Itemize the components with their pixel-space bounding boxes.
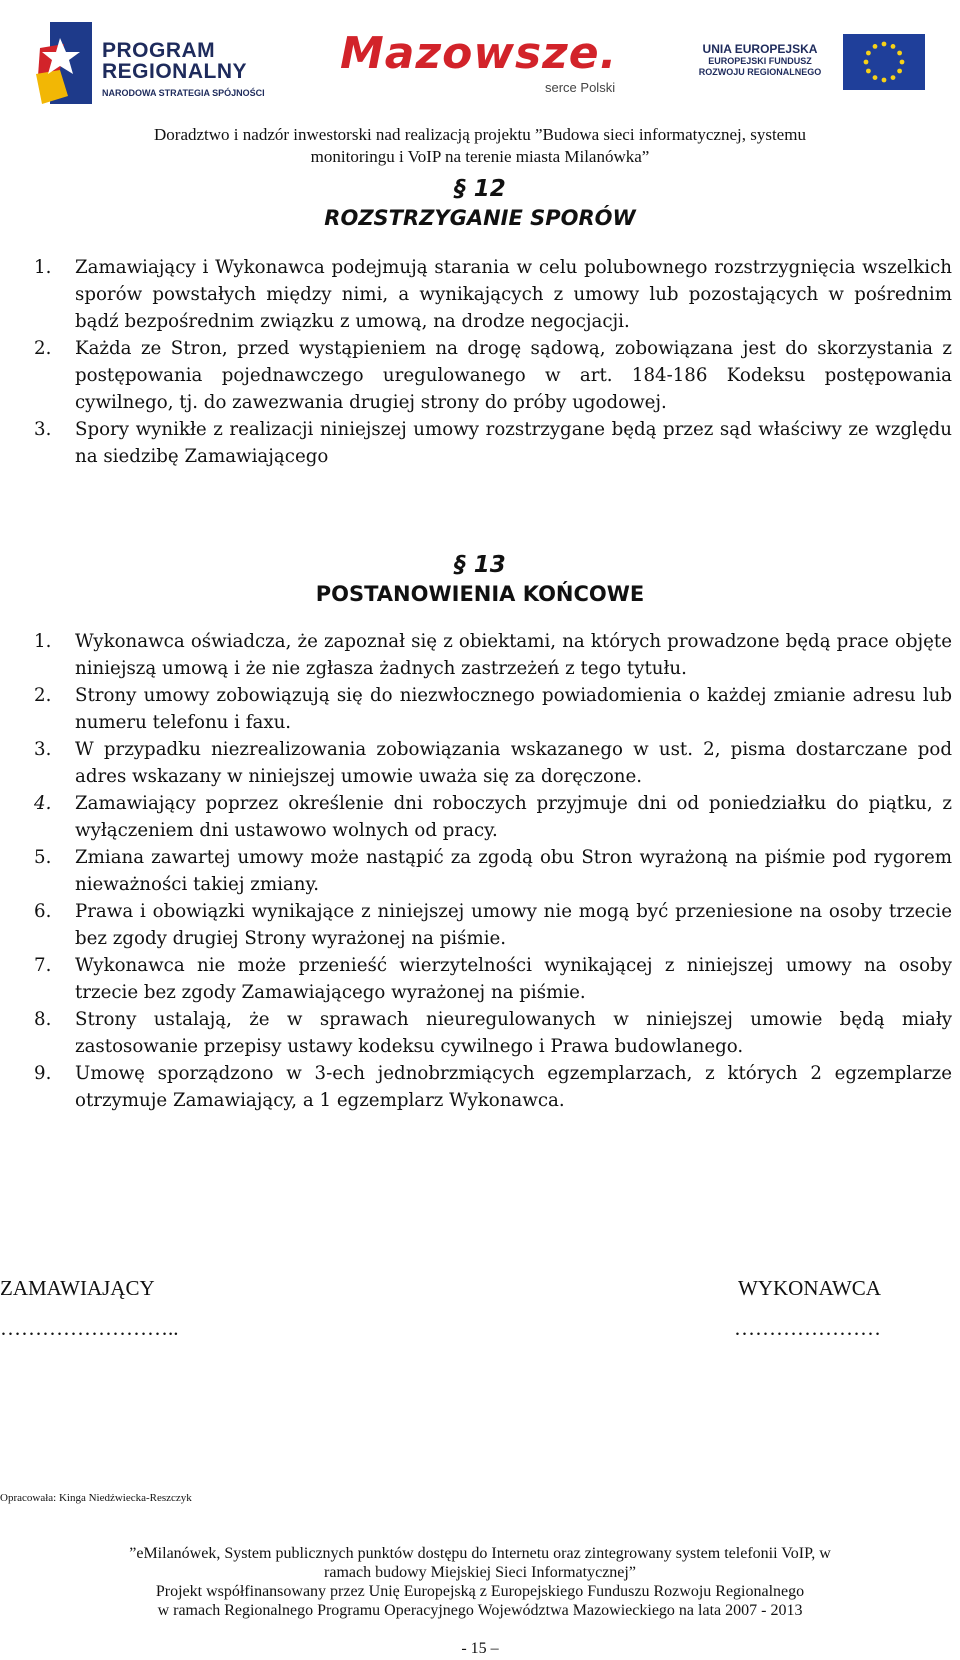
list-item — [34, 682, 952, 736]
list-item-number: 7. — [34, 955, 52, 976]
program-regionalny-title: PROGRAM REGIONALNY — [102, 39, 248, 83]
section-12-list — [34, 254, 952, 470]
program-regionalny-emblem-icon — [30, 18, 102, 110]
list-item-number: 2. — [34, 685, 52, 706]
list-item-number: 9. — [34, 1063, 52, 1084]
list-item — [34, 335, 952, 416]
signature-label-zamawiajacy: ZAMAWIAJĄCY — [0, 1276, 155, 1300]
prepared-by: Opracowała: Kinga Niedźwiecka-Reszczyk — [0, 1492, 192, 1504]
list-item — [34, 736, 952, 790]
list-item-text: Strony umowy zobowiązują się do niezwłocznego powiadomienia o każdej zmianie adresu lub numeru telefonu i faxu. — [75, 685, 952, 733]
section-12-number: § 12 — [454, 176, 506, 202]
list-item-number: 4. — [34, 793, 52, 814]
mazowsze-wordmark: Mazowsze. — [340, 28, 618, 79]
eu-logo-text: UNIA EUROPEJSKA EUROPEJSKI FUNDUSZ ROZWOJU REGIONALNEGO — [698, 42, 822, 77]
section-13-title: POSTANOWIENIA KOŃCOWE — [315, 582, 645, 606]
list-item-text: Umowę sporządzono w 3-ech jednobrzmiących egzemplarzach, z których 2 egzemplarze otrzymuje Zamawiający, a 1 egzemplarz Wykonawca. — [75, 1063, 952, 1111]
eu-logo — [685, 32, 937, 98]
list-item — [34, 898, 952, 952]
mazowsze-tagline: serce Polski — [545, 80, 616, 95]
list-item-text: Wykonawca oświadcza, że zapoznał się z obiektami, na których prowadzone będą prace objęte niniejszą umową i że nie zgłasza żadnych zastrzeżeń z tego tytułu. — [75, 631, 952, 679]
footer-line-4: w ramach Regionalnego Programu Operacyjnego Województwa Mazowieckiego na lata 2007 - 2013 — [157, 1602, 803, 1619]
list-item — [34, 844, 952, 898]
section-13-number: § 13 — [454, 552, 506, 578]
list-item-number: 8. — [34, 1009, 52, 1030]
list-item — [34, 628, 952, 682]
list-item-number: 3. — [34, 739, 52, 760]
footer-line-2: ramach budowy Miejskiej Sieci Informatycznej” — [324, 1564, 636, 1581]
list-item — [34, 952, 952, 1006]
list-item-text: Strony ustalają, że w sprawach nieuregulowanych w niniejszej umowie będą miały zastosowanie przepisy ustawy kodeksu cywilnego i Prawa budowlanego. — [75, 1009, 952, 1057]
program-regionalny-logo — [30, 18, 320, 110]
page-number: - 15 – — [461, 1640, 499, 1657]
eu-flag-icon — [843, 34, 925, 90]
section-13-list — [34, 628, 952, 1114]
list-item — [34, 790, 952, 844]
document-header-line-1: Doradztwo i nadzór inwestorski nad realizacją projektu ”Budowa sieci informatycznej, systemu — [154, 125, 806, 144]
list-item — [34, 254, 952, 335]
list-item-number: 6. — [34, 901, 52, 922]
list-item-number: 5. — [34, 847, 52, 868]
mazowsze-logo — [340, 28, 650, 108]
list-item — [34, 1060, 952, 1114]
document-header-line-2: monitoringu i VoIP na terenie miasta Milanówka” — [310, 147, 650, 166]
footer-line-3: Projekt współfinansowany przez Unię Europejską z Europejskiego Funduszu Rozwoju Regionalnego — [155, 1583, 805, 1600]
section-12-title: ROZSTRZYGANIE SPORÓW — [324, 206, 636, 230]
signature-label-wykonawca: WYKONAWCA — [738, 1276, 881, 1300]
logo-header — [0, 0, 960, 122]
list-item-text: Prawa i obowiązki wynikające z niniejszej umowy nie mogą być przeniesione na osoby trzecie bez zgody drugiej Strony wyrażonej na piśmie. — [75, 901, 952, 949]
list-item-text: Zamawiający poprzez określenie dni roboczych przyjmuje dni od poniedziałku do piątku, z wyłączeniem dni ustawowo wolnych od pracy. — [75, 793, 952, 841]
signature-line-zamawiajacy: …………………….. — [0, 1316, 179, 1340]
list-item-number: 3. — [34, 419, 52, 440]
list-item-number: 1. — [34, 631, 52, 652]
list-item — [34, 416, 952, 470]
list-item — [34, 1006, 952, 1060]
list-item-text: Zmiana zawartej umowy może nastąpić za zgodą obu Stron wyrażoną na piśmie pod rygorem nieważności takiej zmiany. — [75, 847, 952, 895]
list-item-text: Spory wynikłe z realizacji niniejszej umowy rozstrzygane będą przez sąd właściwy ze względu na siedzibę Zamawiającego — [75, 419, 952, 467]
signature-line-wykonawca: ………………… — [734, 1316, 881, 1340]
list-item-text: Zamawiający i Wykonawca podejmują starania w celu polubownego rozstrzygnięcia wszelkich sporów powstałych między nimi, a wynikających z umowy lub pozostających w pośrednim bądź bezpośrednim związku z umową, na drodze negocjacji. — [75, 257, 952, 332]
list-item-text: Każda ze Stron, przed wystąpieniem na drogę sądową, zobowiązana jest do skorzystania z postępowania pojednawczego uregulowanego w art. 184-186 Kodeksu postępowania cywilnego, tj. do zawezwania drugiej strony do próby ugodowej. — [75, 338, 952, 413]
program-regionalny-subtitle: NARODOWA STRATEGIA SPÓJNOŚCI — [102, 88, 265, 98]
list-item-text: Wykonawca nie może przenieść wierzytelności wynikającej z niniejszej umowy na osoby trzecie bez zgody Zamawiającego wyrażonej na piśmie. — [75, 955, 952, 1003]
list-item-number: 1. — [34, 257, 52, 278]
list-item-number: 2. — [34, 338, 52, 359]
list-item-text: W przypadku niezrealizowania zobowiązania wskazanego w ust. 2, pisma dostarczane pod adres wskazany w niniejszej umowie uważa się za doręczone. — [75, 739, 952, 787]
footer-line-1: ”eMilanówek, System publicznych punktów dostępu do Internetu oraz zintegrowany system telefonii VoIP, w — [129, 1545, 831, 1562]
